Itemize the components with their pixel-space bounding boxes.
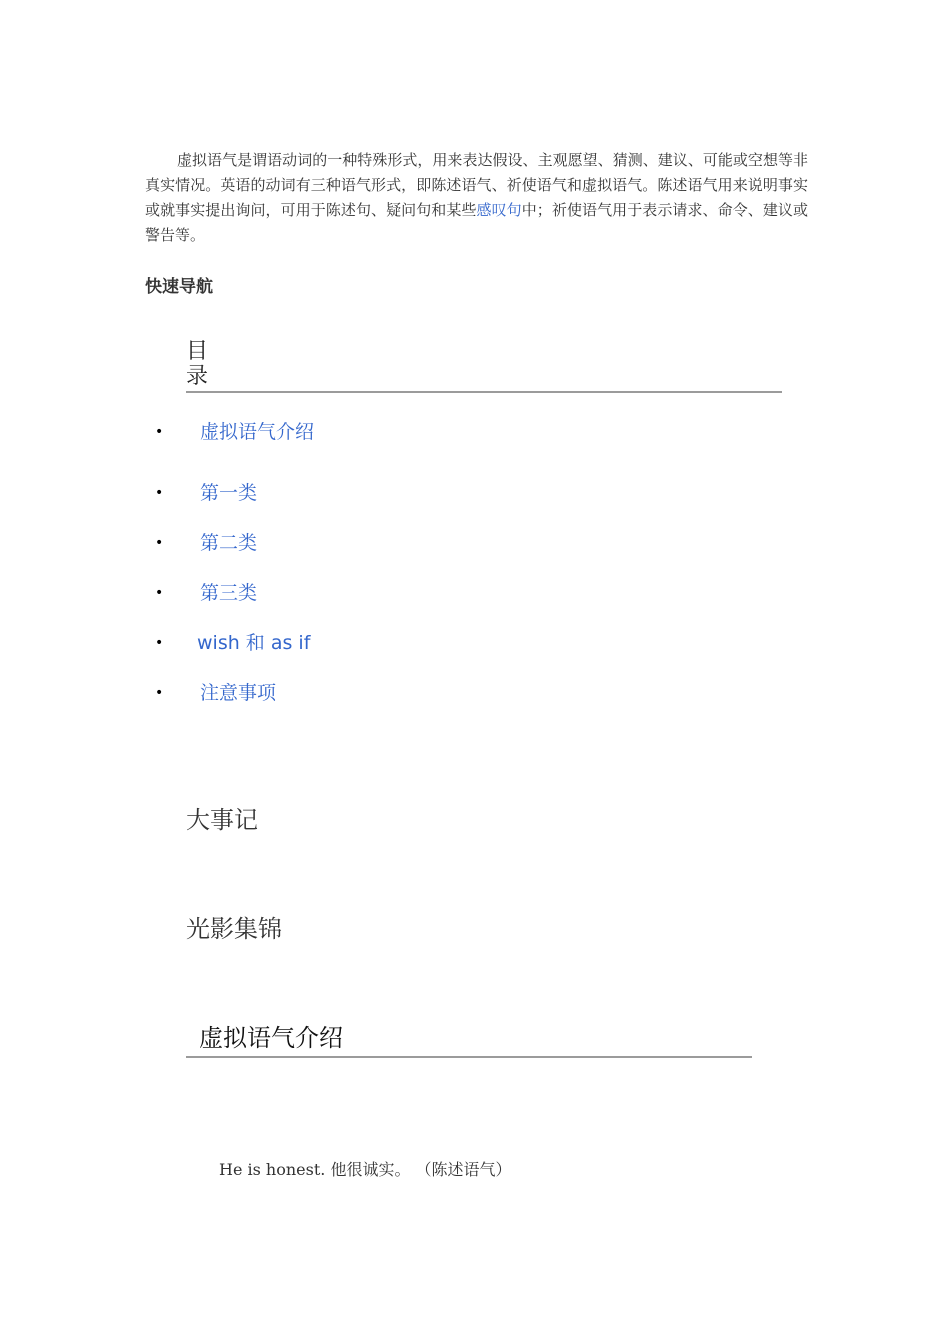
toc-link-type-two[interactable]: 第二类: [200, 532, 258, 554]
example-sentence: He is honest. 他很诚实。 （陈述语气）: [219, 1160, 512, 1179]
bullet-icon: •: [155, 585, 164, 601]
exclamatory-sentence-link[interactable]: 感叹句: [476, 201, 522, 219]
bullet-icon: •: [155, 424, 164, 440]
section-divider: [186, 1056, 752, 1058]
toc-link-type-one[interactable]: 第一类: [200, 482, 258, 504]
bullet-icon: •: [155, 485, 164, 501]
gallery-heading[interactable]: 光影集锦: [186, 915, 282, 943]
toc-link-type-three[interactable]: 第三类: [200, 582, 258, 604]
quick-nav-label: 快速导航: [145, 277, 213, 297]
toc-link-intro[interactable]: 虚拟语气介绍: [200, 421, 315, 443]
toc-link-notes[interactable]: 注意事项: [200, 682, 277, 704]
intro-text-after: 中；祈使语气用于表示请求、命令、建议或警告等。: [145, 201, 808, 244]
intro-paragraph: [145, 148, 808, 248]
bullet-icon: •: [155, 535, 164, 551]
toc-divider: [186, 391, 782, 393]
toc-title: 目录: [186, 339, 209, 389]
intro-text-before: 虚拟语气是谓语动词的一种特殊形式，用来表达假设、主观愿望、猜测、建议、可能或空想等非真实情况。英语的动词有三种语气形式，即陈述语气、祈使语气和虚拟语气。陈述语气用来说明事实或就事实提出询问，可用于陈述句、疑问句和某些: [145, 151, 808, 219]
bullet-icon: •: [155, 635, 164, 651]
toc-link-wish-as-if[interactable]: wish 和 as if: [197, 632, 311, 654]
section-title: 虚拟语气介绍: [199, 1024, 343, 1052]
events-heading[interactable]: 大事记: [186, 806, 258, 834]
bullet-icon: •: [155, 685, 164, 701]
